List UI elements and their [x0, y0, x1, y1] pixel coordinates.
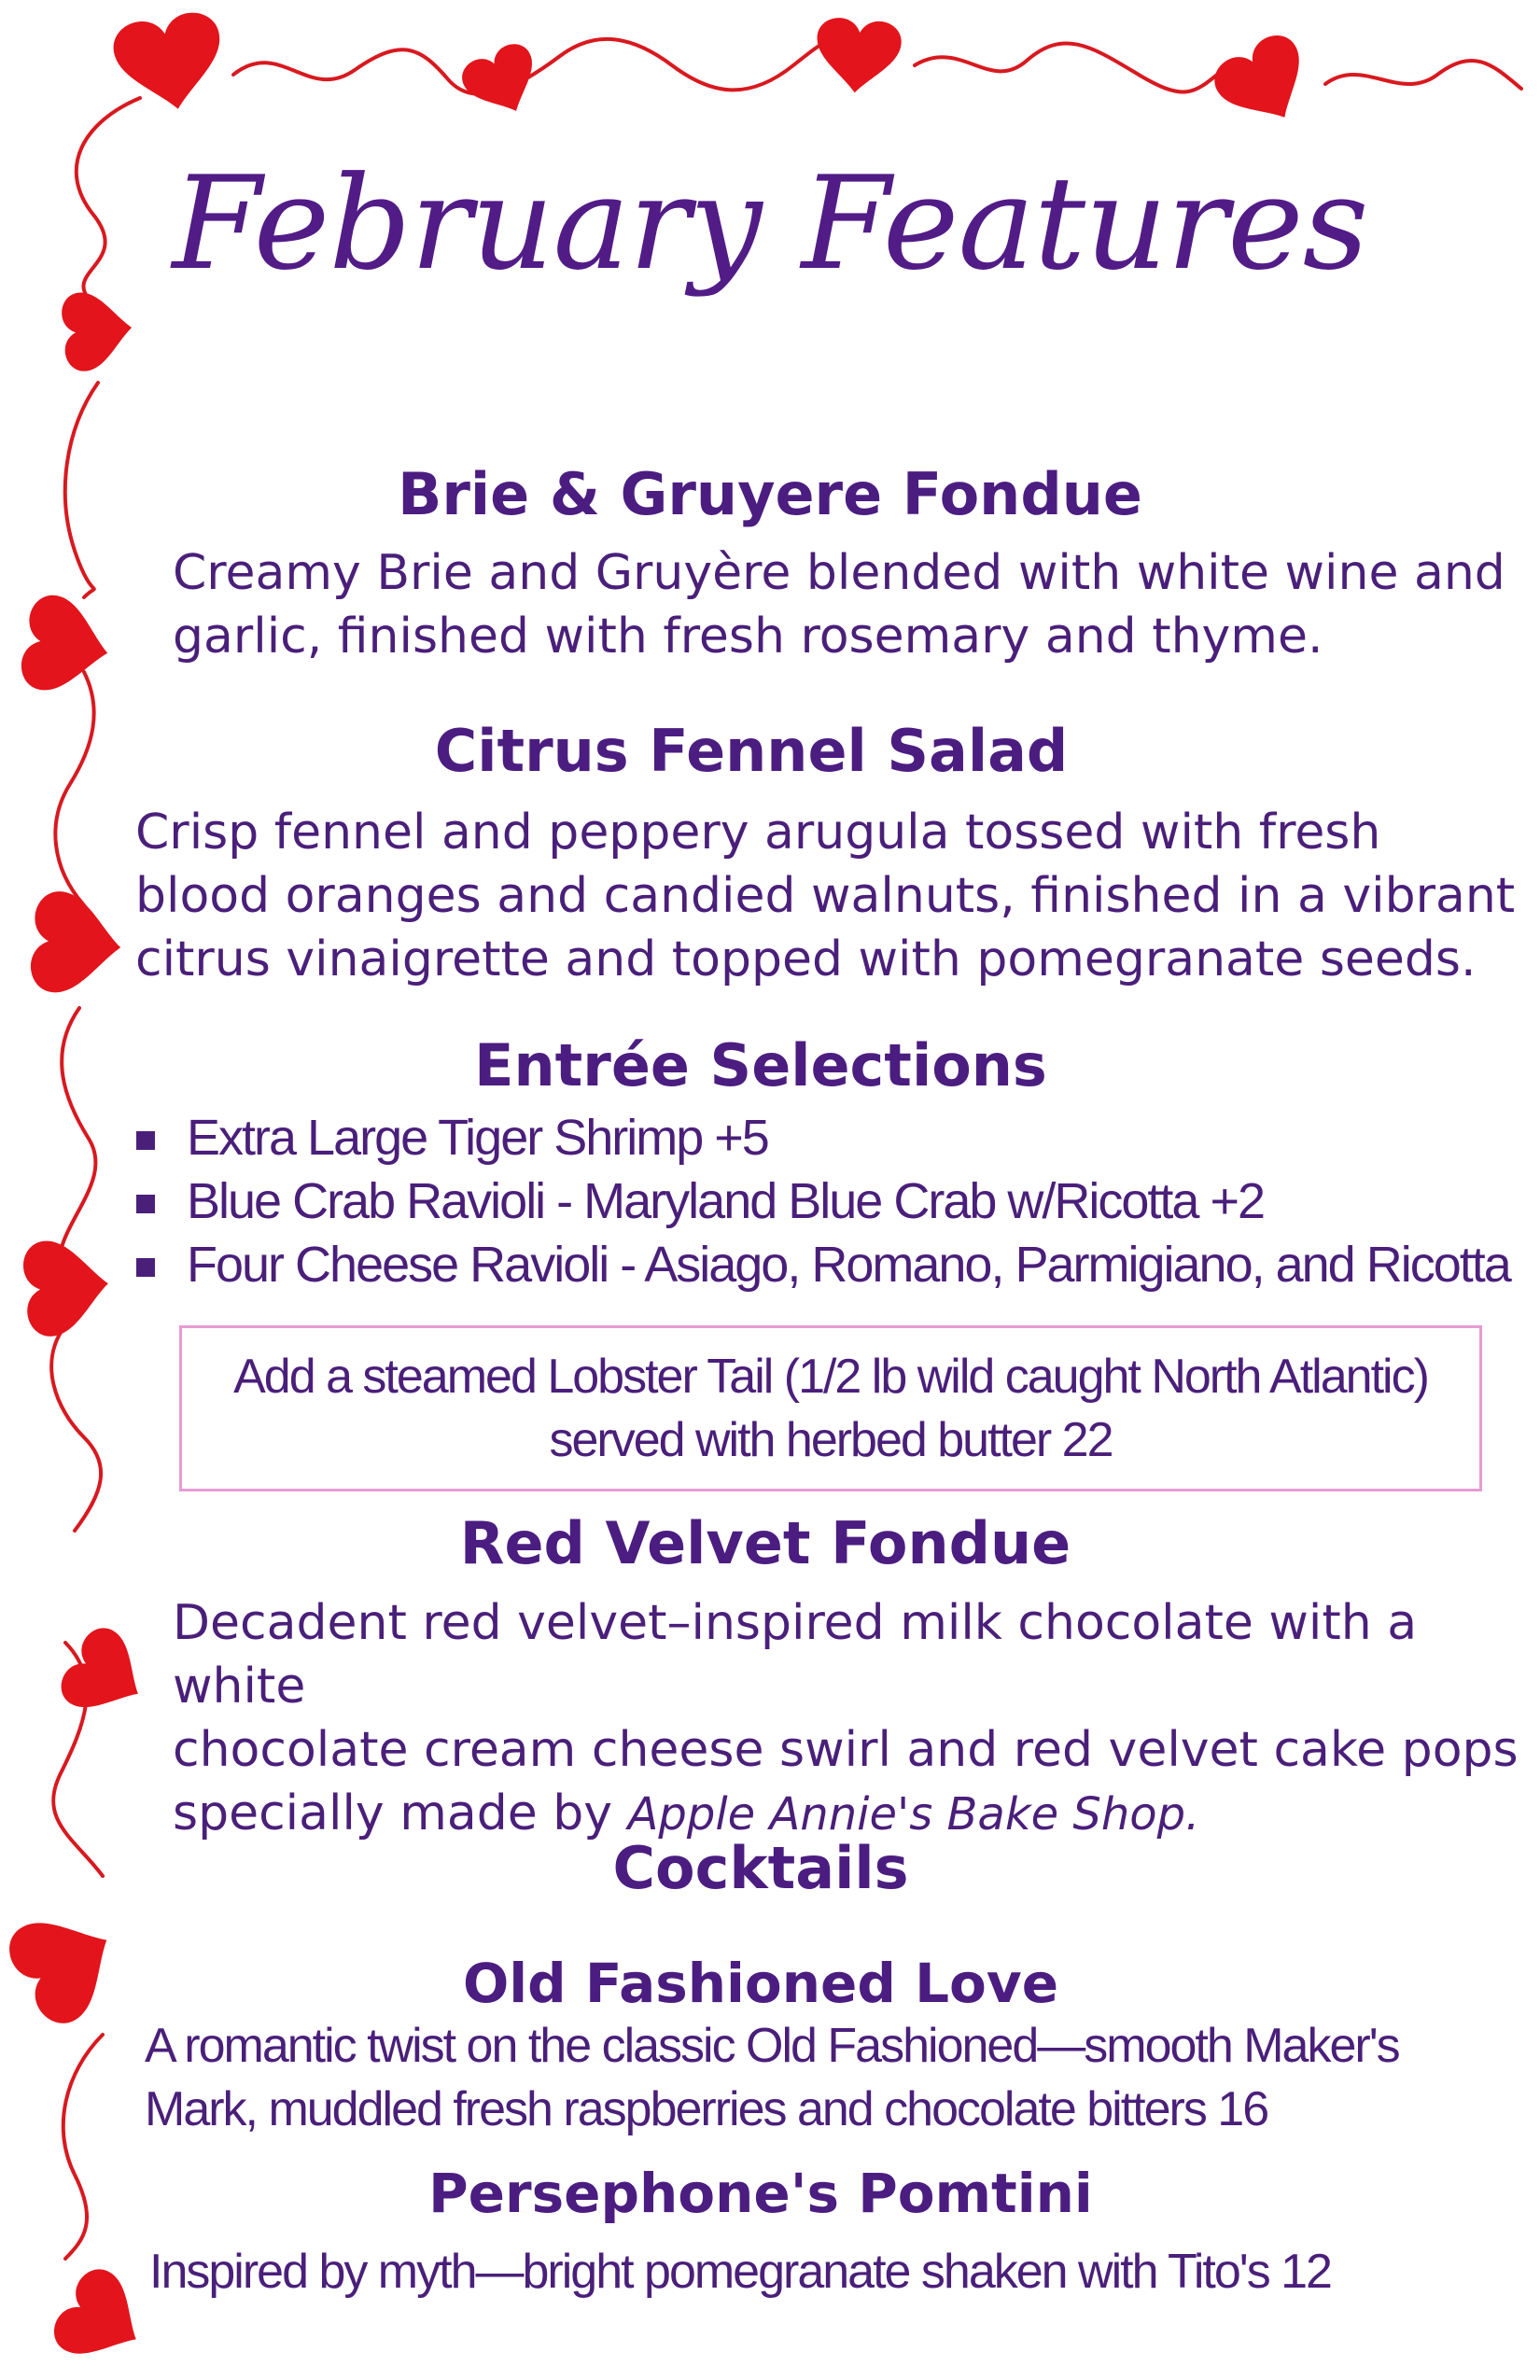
heart-icon — [1207, 27, 1323, 140]
heart-icon — [21, 1236, 113, 1338]
list-item — [131, 1106, 1512, 1169]
bullet-icon — [136, 1258, 155, 1277]
entree-list — [131, 1106, 1512, 1296]
description-line: blood oranges and candied walnuts, finished in a vibrant — [135, 868, 1516, 924]
heart-icon — [456, 38, 550, 127]
description-line: Decadent red velvet–inspired milk chocolate with a white — [173, 1595, 1418, 1715]
heart-icon — [813, 16, 903, 96]
addon-line: Add a steamed Lobster Tail (1/2 lb wild caught North Atlantic) — [233, 1350, 1428, 1404]
red-velvet-description — [173, 1591, 1540, 1846]
list-item — [131, 1169, 1512, 1233]
description-line: garlic, finished with fresh rosemary and thyme. — [173, 609, 1323, 665]
entree-heading: Entrée Selections — [474, 1031, 1047, 1099]
heart-icon — [53, 1620, 159, 1729]
description-line: A romantic twist on the classic Old Fashioned—smooth Maker's — [145, 2019, 1399, 2073]
bullet-icon — [136, 1195, 155, 1213]
bake-shop-name: Apple Annie's Bake Shop. — [627, 1788, 1200, 1841]
bullet-icon — [136, 1131, 155, 1150]
list-item — [131, 1233, 1512, 1296]
entree-item-label: Extra Large Tiger Shrimp +5 — [187, 1110, 768, 1166]
heart-icon — [46, 2261, 159, 2378]
entree-item-label: Four Cheese Ravioli - Asiago, Romano, Parmigiano, and Ricotta — [187, 1237, 1510, 1293]
pomtini-heading: Persephone's Pomtini — [428, 2162, 1093, 2225]
description-text: specially made by — [173, 1785, 628, 1841]
brie-fondue-description — [173, 541, 1505, 668]
description-line: Creamy Brie and Gruyère blended with white wine and — [173, 545, 1505, 601]
heart-icon — [18, 592, 116, 700]
citrus-salad-heading: Citrus Fennel Salad — [434, 717, 1069, 785]
description-line: chocolate cream cheese swirl and red velvet cake pops — [173, 1722, 1519, 1778]
citrus-salad-description — [135, 801, 1515, 991]
description-line: citrus vinaigrette and topped with pomegranate seeds. — [135, 931, 1477, 987]
old-fashioned-description — [145, 2014, 1399, 2141]
brie-fondue-heading: Brie & Gruyere Fondue — [398, 460, 1142, 528]
old-fashioned-heading: Old Fashioned Love — [462, 1952, 1059, 2015]
description-line: Crisp fennel and peppery arugula tossed with fresh — [135, 805, 1381, 861]
addon-line: served with herbed butter 22 — [549, 1413, 1113, 1467]
pomtini-description: Inspired by myth—bright pomegranate shaken with Tito's 12 — [149, 2245, 1331, 2299]
entree-item-label: Blue Crab Ravioli - Maryland Blue Crab w/Ricotta +2 — [187, 1173, 1265, 1229]
cocktails-heading: Cocktails — [612, 1834, 909, 1902]
heart-icon — [29, 889, 125, 998]
page-title: February Features — [172, 148, 1368, 299]
lobster-addon-box — [179, 1325, 1482, 1491]
red-velvet-heading: Red Velvet Fondue — [459, 1509, 1071, 1577]
description-line: Mark, muddled fresh raspberries and chocolate bitters 16 — [145, 2082, 1268, 2136]
